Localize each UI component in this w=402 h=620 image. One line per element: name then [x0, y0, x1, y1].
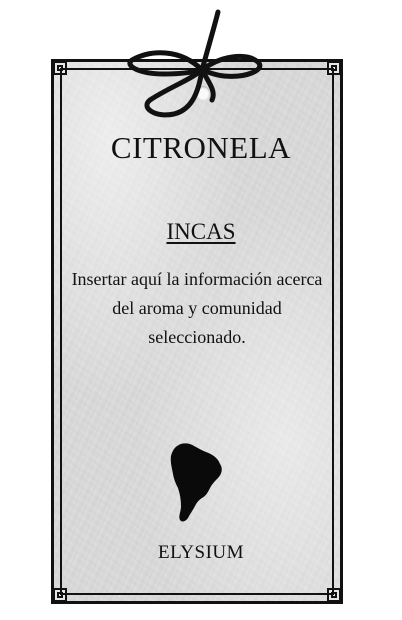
south-america-map-icon	[168, 440, 226, 524]
brand-name: ELYSIUM	[157, 542, 245, 563]
aroma-title: CITRONELA	[110, 130, 292, 165]
aroma-description: Insertar aquí la información acerca del aroma y comunidad seleccionado.	[71, 269, 323, 347]
string-bow-icon	[120, 8, 270, 120]
community-name: INCAS	[166, 219, 236, 244]
